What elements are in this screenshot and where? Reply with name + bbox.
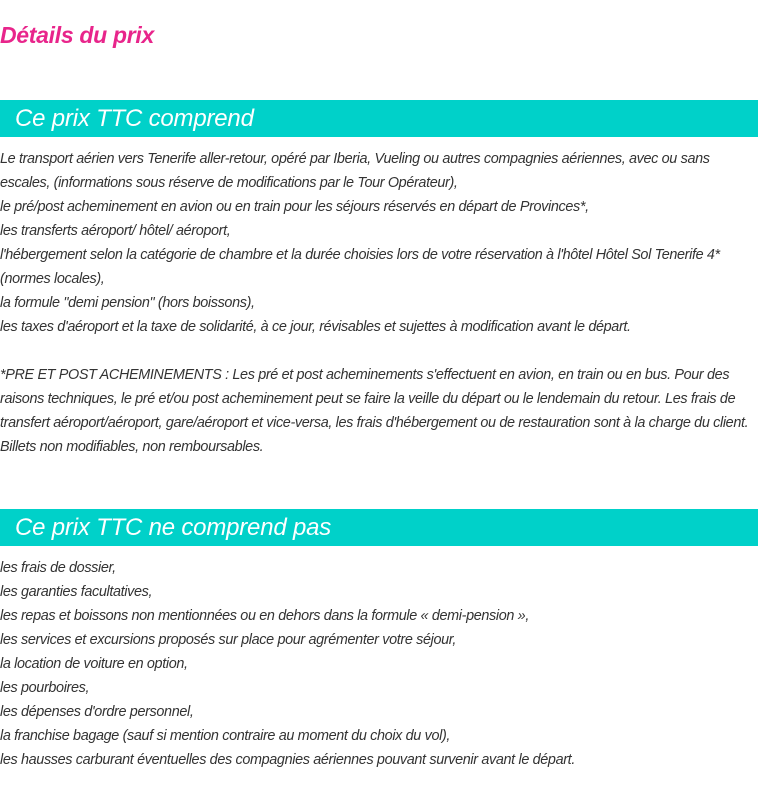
transport-note: *PRE ET POST ACHEMINEMENTS : Les pré et post acheminements s'effectuent en avion, en train ou en bus. Pour des raisons techniques, le pré et/ou post acheminement peut se faire la veille du départ ou le lendemain du retour. Les frais de transfert aéroport/aéroport, gare/aéroport et vice-versa, les frais d'hébergement ou de restauration sont à la charge du client. Billets non modifiables, non remboursables. <box>0 367 749 455</box>
excludes-list-item: les dépenses d'ordre personnel, <box>0 704 194 720</box>
includes-list <box>0 147 758 339</box>
excludes-list-item: les frais de dossier, <box>0 560 116 576</box>
excludes-heading: Ce prix TTC ne comprend pas <box>15 514 332 541</box>
excludes-list-item: les garanties facultatives, <box>0 584 153 600</box>
excludes-list-item: les services et excursions proposés sur place pour agrémenter votre séjour, <box>0 632 457 648</box>
includes-list-item: la formule "demi pension" (hors boissons), <box>0 295 255 311</box>
includes-section-header <box>0 100 758 137</box>
excludes-list-item: la franchise bagage (sauf si mention contraire au moment du choix du vol), <box>0 728 451 744</box>
excludes-list-item: les pourboires, <box>0 680 90 696</box>
excludes-list <box>0 556 758 772</box>
includes-list-item: les taxes d'aéroport et la taxe de solidarité, à ce jour, révisables et sujettes à modification avant le départ. <box>0 319 631 335</box>
includes-list-item: les transferts aéroport/ hôtel/ aéroport, <box>0 223 231 239</box>
excludes-list-item: la location de voiture en option, <box>0 656 188 672</box>
page-title: Détails du prix <box>0 22 154 48</box>
excludes-section-header <box>0 509 758 546</box>
includes-list-item: le pré/post acheminement en avion ou en train pour les séjours réservés en départ de Provinces*, <box>0 199 589 215</box>
excludes-list-item: les hausses carburant éventuelles des compagnies aériennes pouvant survenir avant le départ. <box>0 752 575 768</box>
includes-list-item: Le transport aérien vers Tenerife aller-retour, opéré par Iberia, Vueling ou autres compagnies aériennes, avec ou sans escales, (informations sous réserve de modifications par le Tour Opérateur), <box>0 151 710 191</box>
includes-list-item: l'hébergement selon la catégorie de chambre et la durée choisies lors de votre réservation à l'hôtel Hôtel Sol Tenerife 4* (normes locales), <box>0 247 720 287</box>
excludes-list-item: les repas et boissons non mentionnées ou en dehors dans la formule « demi-pension », <box>0 608 529 624</box>
includes-heading: Ce prix TTC comprend <box>15 105 254 132</box>
